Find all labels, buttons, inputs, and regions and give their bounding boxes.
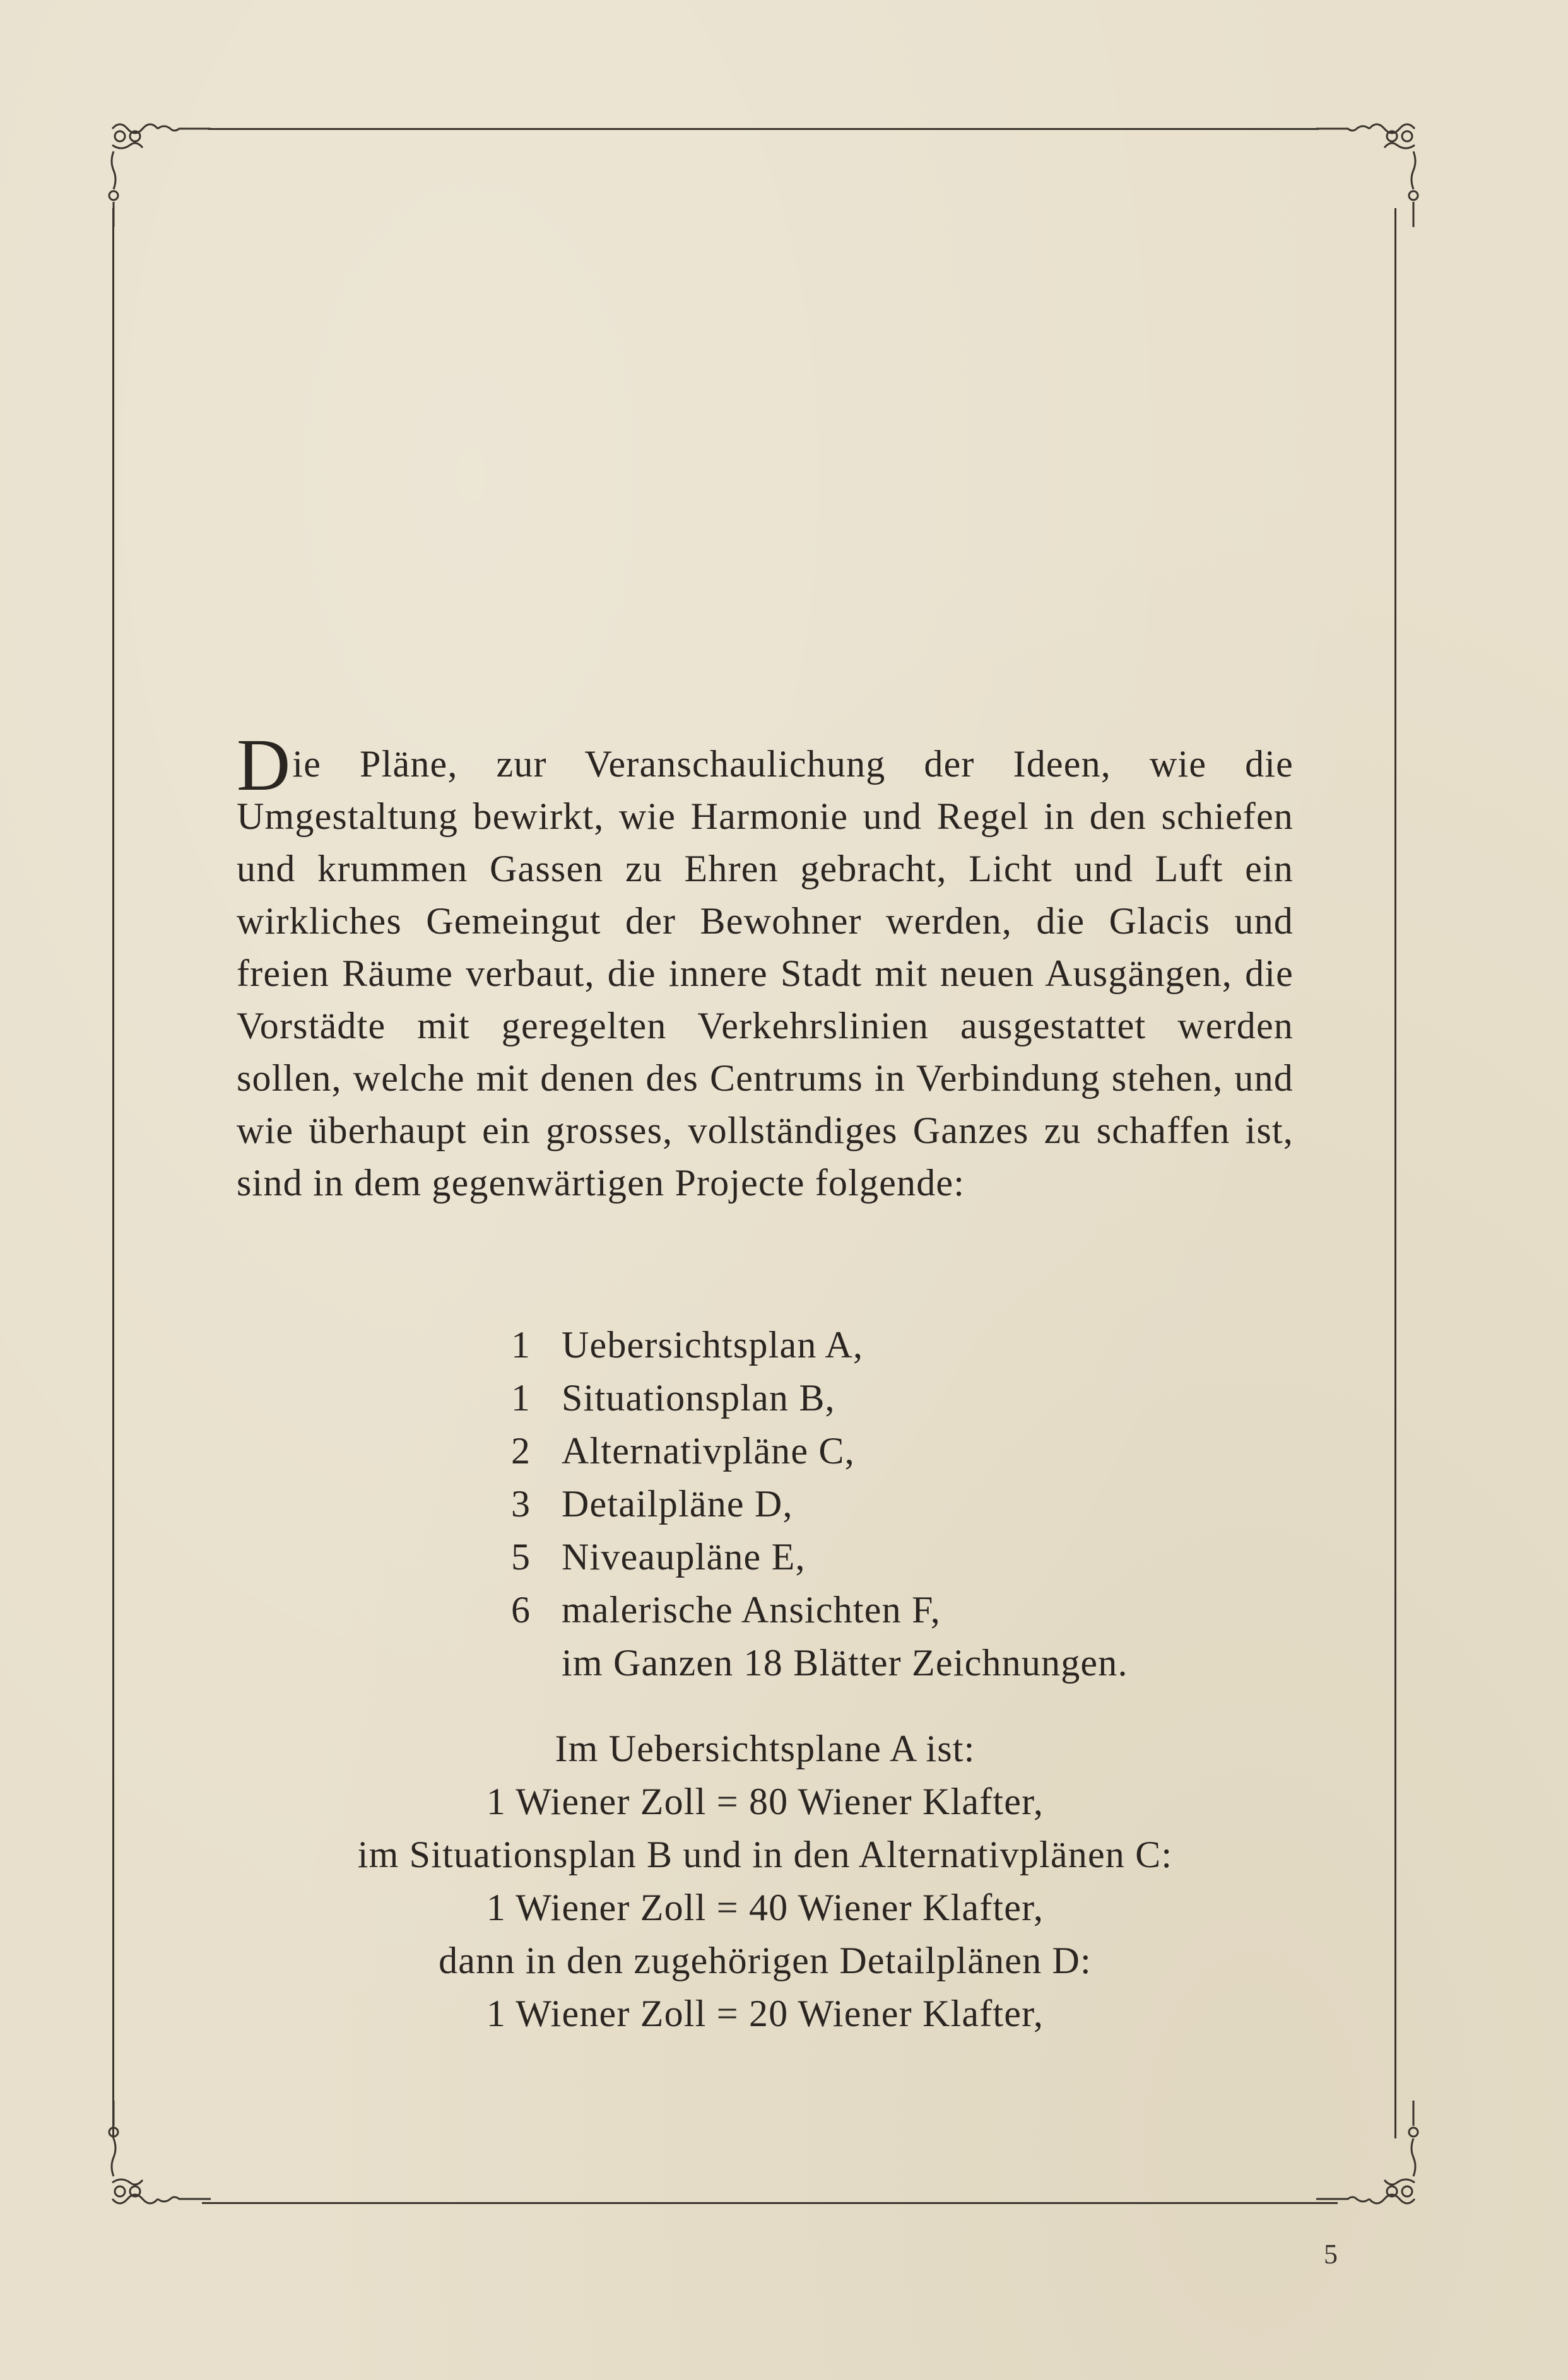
- drop-cap: D: [237, 724, 292, 806]
- corner-ornament-icon: [1312, 107, 1432, 227]
- item-label: Situationsplan B,: [562, 1377, 835, 1419]
- item-label: Niveaupläne E,: [562, 1536, 806, 1578]
- frame-top-line: [208, 128, 1319, 130]
- item-label: malerische Ansichten F,: [562, 1589, 941, 1631]
- list-total: [511, 1636, 1331, 1689]
- plan-list: [511, 1318, 1331, 1689]
- item-count: 3: [511, 1483, 531, 1525]
- frame-right-line: [1394, 208, 1396, 2138]
- frame-bottom-line: [202, 2202, 1338, 2204]
- body-paragraph: [237, 724, 1294, 1209]
- main-paragraph-block: [237, 724, 1294, 1209]
- item-count: 2: [511, 1430, 531, 1472]
- item-count: 1: [511, 1377, 531, 1419]
- list-item: [511, 1530, 1331, 1583]
- frame-left-line: [112, 208, 114, 2138]
- list-item: [511, 1477, 1331, 1530]
- list-total-text: im Ganzen 18 Blätter Zeichnungen.: [562, 1642, 1128, 1684]
- list-item: [511, 1371, 1331, 1424]
- scale-notes: [237, 1722, 1294, 2040]
- item-label: Detailpläne D,: [562, 1483, 793, 1525]
- paragraph-text: ie Pläne, zur Veranschaulichung der Ideen, wie die Umgestaltung bewirkt, wie Harmonie und Regel in den schiefen und krummen Gassen zu Ehren gebracht, Licht und Luft ein wirkliches Gemeingut der Bewohner werden, die Glacis und freien Räume verbaut, die innere Stadt mit neuen Ausgängen, die Vorstädte mit geregelten Verkehrslinien ausgestattet werden sollen, welche mit denen des Centrums in Verbindung stehen, und wie überhaupt ein grosses, vollständiges Ganzes zu schaffen ist, sind in dem gegenwärtigen Projecte folgende:: [237, 743, 1294, 1204]
- item-count: 1: [511, 1324, 531, 1366]
- list-item: [511, 1318, 1331, 1371]
- item-label: Uebersichtsplan A,: [562, 1324, 864, 1366]
- corner-ornament-icon: [1312, 2101, 1432, 2220]
- scale-line: 1 Wiener Zoll = 80 Wiener Klafter,: [486, 1781, 1044, 1822]
- list-item: [511, 1424, 1331, 1477]
- item-label: Alternativpläne C,: [562, 1430, 855, 1472]
- page-number: 5: [1324, 2239, 1338, 2270]
- list-indent: [511, 1636, 562, 1689]
- item-count: 5: [511, 1536, 531, 1578]
- scale-line: im Situationsplan B und in den Alternativplänen C:: [357, 1834, 1173, 1875]
- scale-line: dann in den zugehörigen Detailplänen D:: [439, 1940, 1092, 1981]
- list-item: [511, 1583, 1331, 1636]
- scale-line: Im Uebersichtsplane A ist:: [555, 1728, 976, 1769]
- scale-line: 1 Wiener Zoll = 20 Wiener Klafter,: [486, 1993, 1044, 2034]
- corner-ornament-icon: [95, 2101, 215, 2220]
- corner-ornament-icon: [95, 107, 215, 227]
- scale-line: 1 Wiener Zoll = 40 Wiener Klafter,: [486, 1887, 1044, 1928]
- item-count: 6: [511, 1589, 531, 1631]
